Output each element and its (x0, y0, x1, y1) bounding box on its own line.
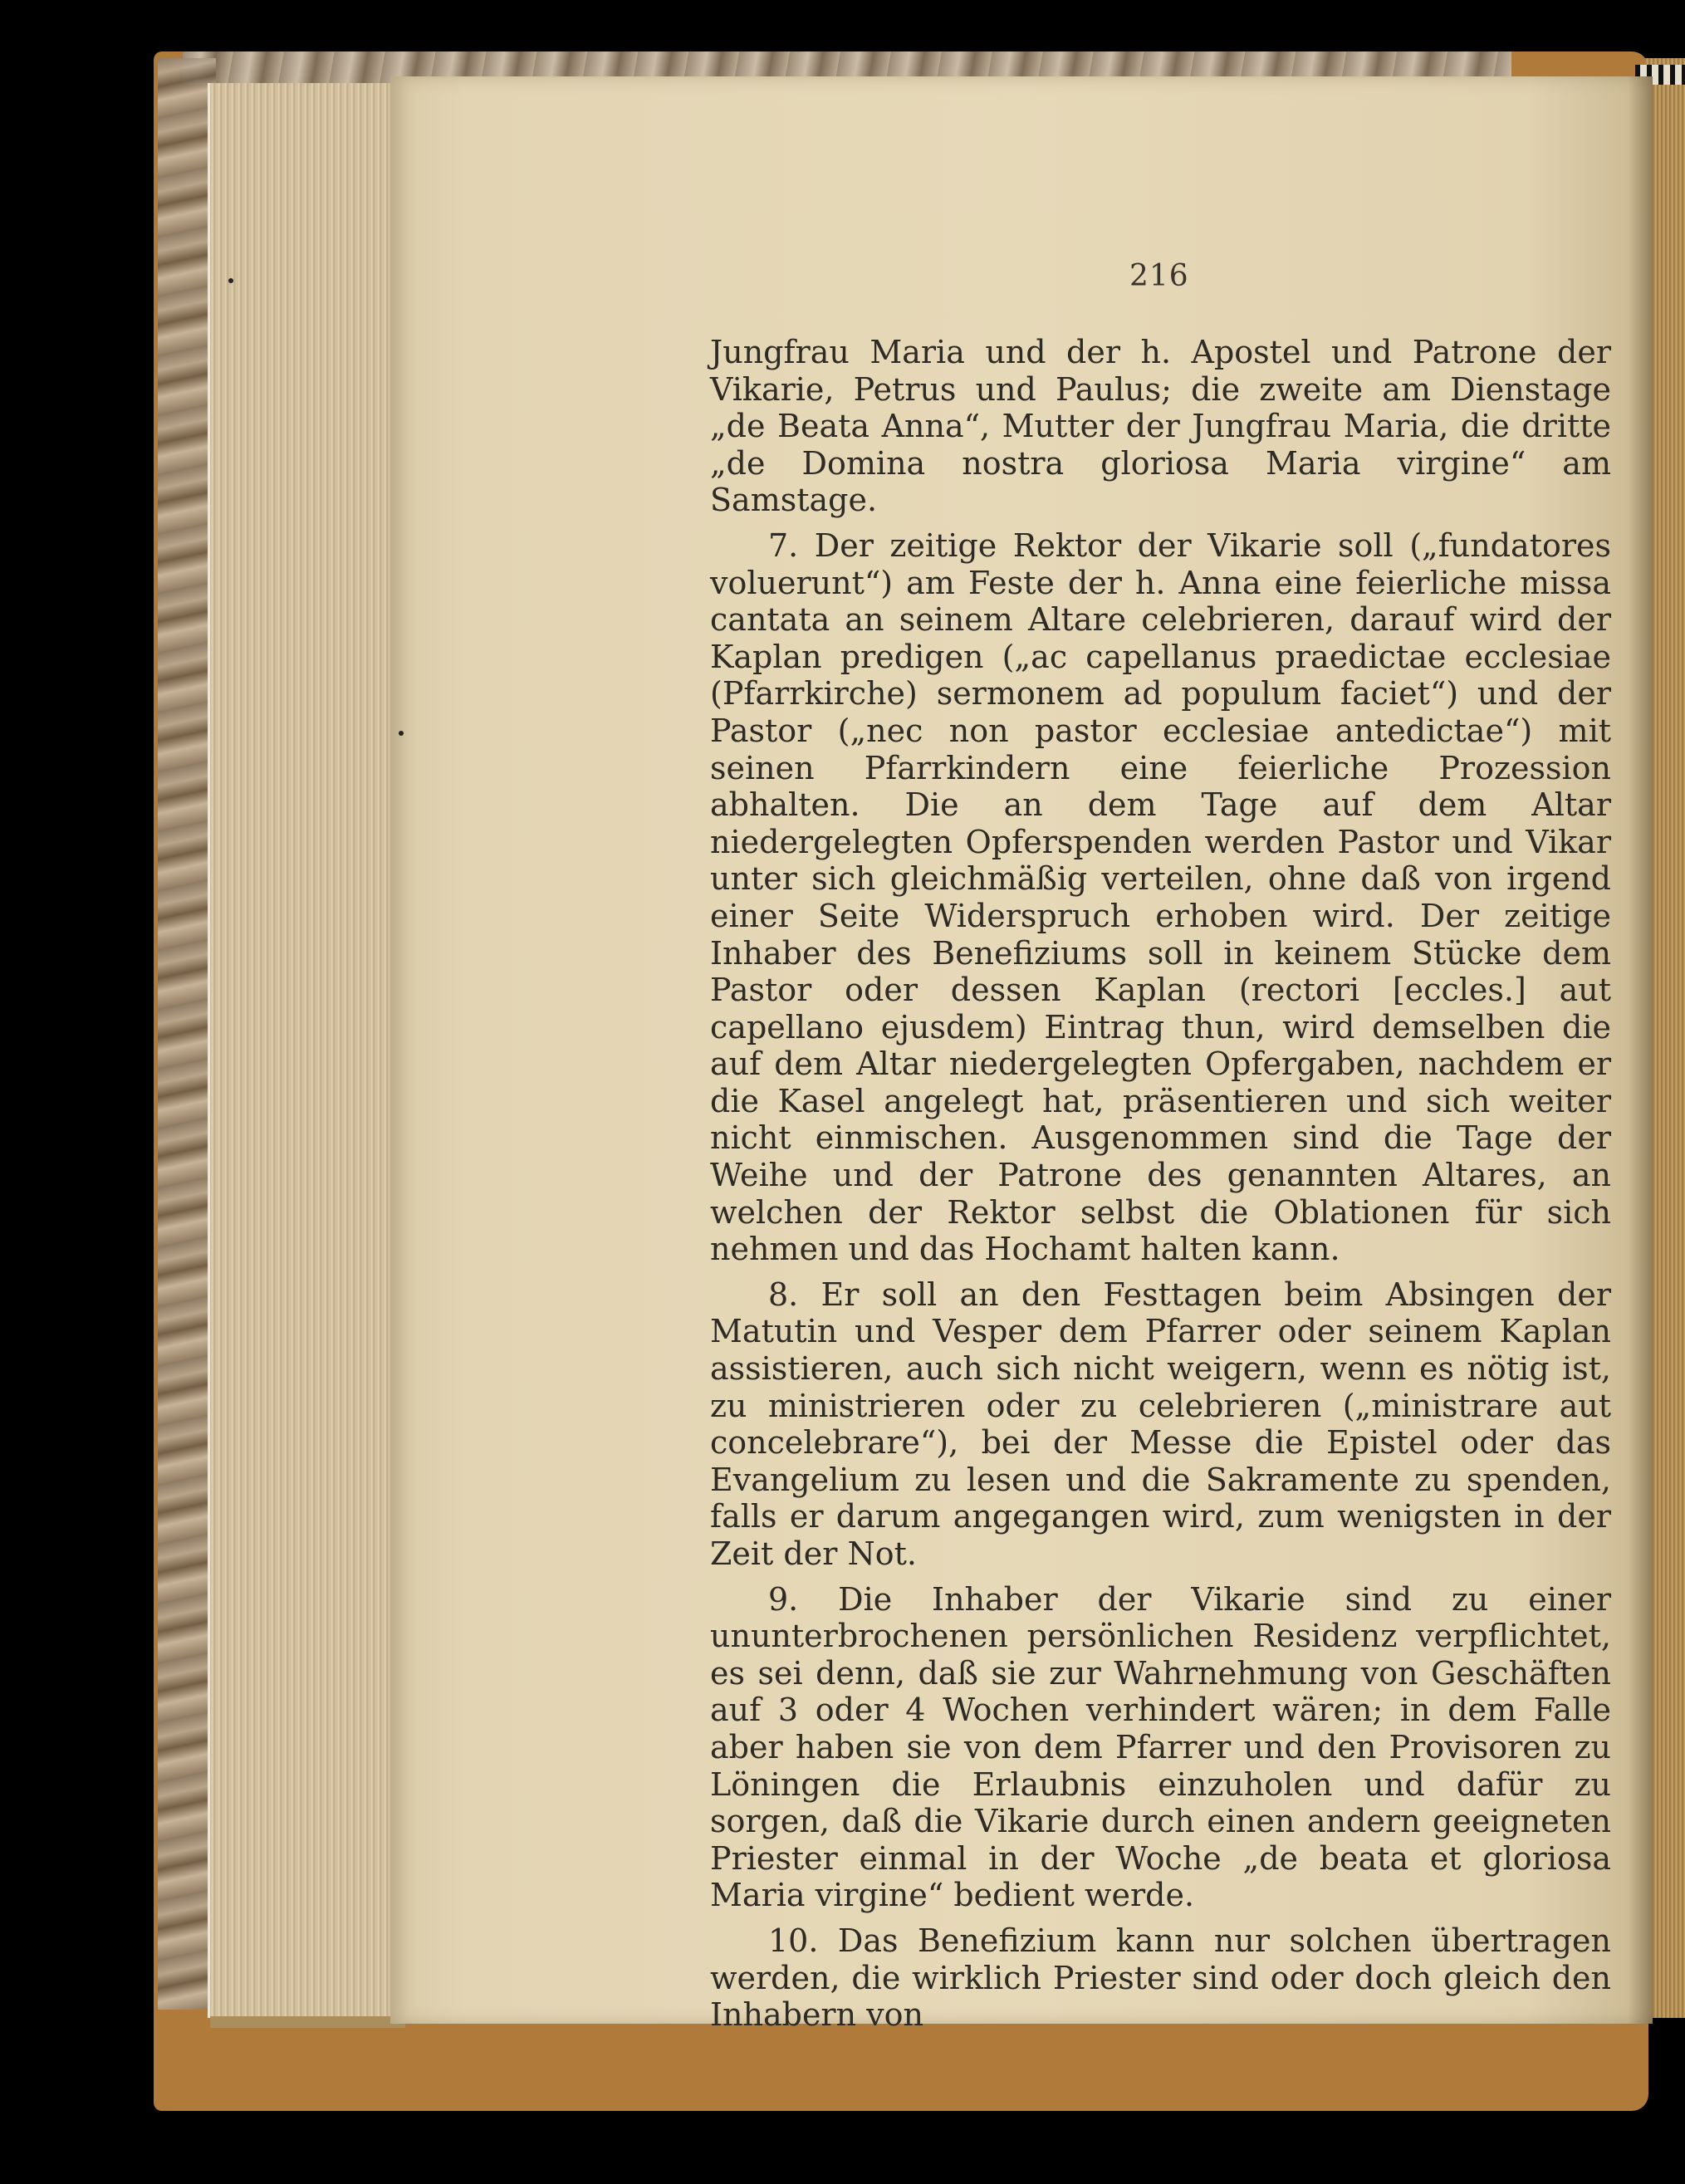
paragraph-7: 7. Der zeitige Rektor der Vikarie soll („fundatores voluerunt“) am Feste der h. Anna eine feierliche missa cantata an seinem Altare celebrieren, darauf wird der Kaplan predigen („ac capellanus praedictae ecclesiae (Pfarrkirche) sermonem ad populum faciet“) und der Pastor („nec non pastor ecclesiae antedictae“) mit seinen Pfarrkindern eine feierliche Prozession abhalten. Die an dem Tage auf dem Altar niedergelegten Opferspenden werden Pastor und Vikar unter sich gleichmäßig verteilen, ohne daß von irgend einer Seite Widerspruch erhoben wird. Der zeitige Inhaber des Benefiziums soll in keinem Stücke dem Pastor oder dessen Kaplan (rectori [eccles.] aut capellano ejusdem) Eintrag thun, wird demselben die auf dem Altar niedergelegten Opfergaben, nachdem er die Kasel angelegt hat, präsentieren und sich weiter nicht einmischen. Ausgenommen sind die Tage der Weihe und der Patrone des genannten Altares, an welchen der Rektor selbst die Oblationen für sich nehmen und das Hochamt halten kann. (710, 526, 1611, 1268)
paragraph-continuation: Jungfrau Maria und der h. Apostel und Patrone der Vikarie, Petrus und Paulus; die zweite am Dienstage „de Beata Anna“, Mutter der Jungfrau Maria, die dritte „de Domina nostra gloriosa Maria virgine“ am Samstage. (710, 334, 1611, 519)
ink-speck (228, 278, 233, 283)
paragraph-10: 10. Das Benefizium kann nur solchen übertragen werden, die wirklich Priester sind oder doch gleich den Inhabern von (710, 1922, 1611, 2034)
gutter-shadow (1628, 76, 1653, 2024)
page-text (710, 334, 1611, 2042)
paragraph-9: 9. Die Inhaber der Vikarie sind zu einer ununterbrochenen persönlichen Residenz verpflichtet, es sei denn, daß sie zur Wahrnehmung von Geschäften auf 3 oder 4 Wochen verhindert wären; in dem Falle aber haben sie von dem Pfarrer und den Provisoren zu Löningen die Erlaubnis einzuholen und dafür zu sorgen, daß die Vikarie durch einen andern geeigneten Priester einmal in der Woche „de beata et gloriosa Maria virgine“ bedient werde. (710, 1580, 1611, 1914)
page-number: 216 (1129, 259, 1189, 293)
ink-speck (399, 731, 404, 736)
paragraph-8: 8. Er soll an den Festtagen beim Absingen der Matutin und Vesper dem Pfarrer oder seinem Kaplan assistieren, auch sich nicht weigern, wenn es nötig ist, zu ministrieren oder zu celebrieren („ministrare aut concelebrare“), bei der Messe die Epistel oder das Evangelium zu lesen und die Sakramente zu spenden, falls er darum angegangen wird, zum wenigsten in der Zeit der Not. (710, 1276, 1611, 1572)
page-block-edges (208, 83, 405, 2018)
